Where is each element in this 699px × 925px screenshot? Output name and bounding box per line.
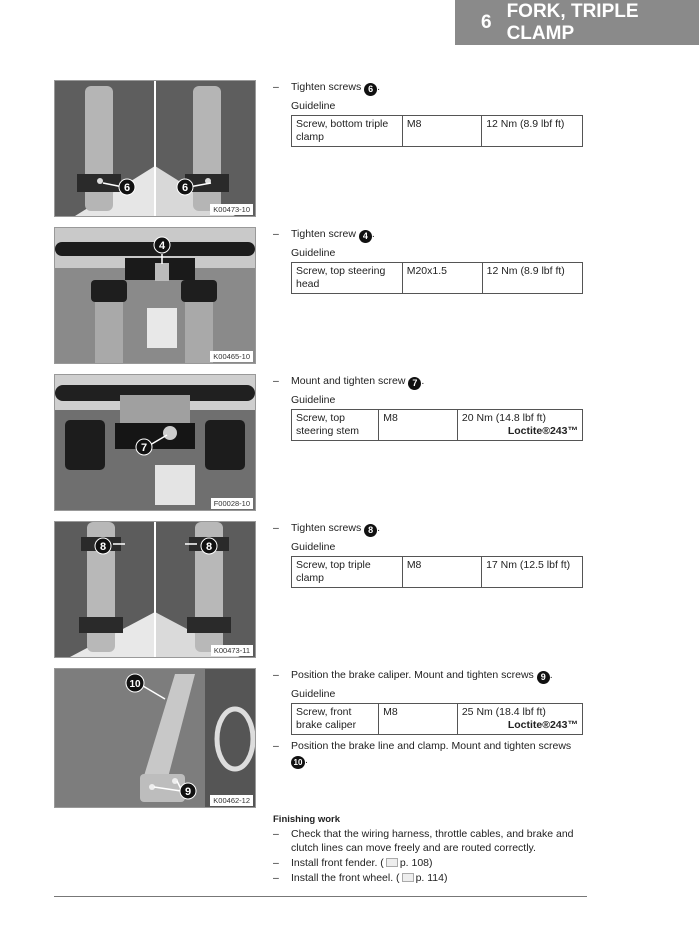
spec-torque: 12 Nm (8.9 lbf ft) (482, 116, 583, 147)
spec-torque-cell (457, 704, 582, 735)
step-bottom-triple-clamp (273, 80, 583, 147)
photo-code: K00473-11 (211, 645, 253, 656)
spec-torque: 25 Nm (18.4 lbf ft) (461, 706, 546, 718)
photo-bottom-triple-clamp (54, 80, 256, 217)
guideline-label: Guideline (291, 247, 336, 259)
photo-front-brake-caliper (54, 668, 256, 808)
dash: – (273, 81, 279, 93)
dash: – (273, 740, 279, 752)
step-instruction: – Tighten screws 8 . (273, 522, 381, 535)
spec-table (291, 262, 583, 294)
spec-size: M20x1.5 (402, 263, 482, 294)
spec-table (291, 409, 583, 441)
dash: – (273, 522, 279, 534)
photo-code: F00028-10 (211, 498, 253, 509)
callout-9: 9 (184, 786, 192, 798)
guideline-label: Guideline (291, 688, 336, 700)
photo-code: K00462-12 (210, 795, 253, 806)
list-item (273, 871, 593, 885)
spec-threadlocker: Loctite®243™ (507, 425, 578, 437)
step-top-steering-stem (273, 374, 583, 441)
photo-top-steering-stem (54, 374, 256, 511)
dash: – (273, 857, 279, 869)
chapter-number: 6 (481, 11, 492, 33)
dash: – (273, 669, 279, 681)
spec-torque: 17 Nm (12.5 lbf ft) (482, 557, 583, 588)
step-instruction: – Tighten screws 6 . (273, 81, 381, 94)
instruction-text: Tighten screw (291, 228, 356, 240)
callout-badge: 10 (291, 756, 305, 769)
spec-item: Screw, top triple clamp (292, 557, 403, 588)
callout-7: 7 (140, 442, 148, 454)
instruction-text: Mount and tighten screw (291, 375, 406, 387)
photo-top-triple-clamp (54, 521, 256, 658)
callout-4: 4 (158, 240, 166, 252)
chapter-title: FORK, TRIPLE CLAMP (506, 0, 639, 44)
spec-size: M8 (379, 410, 458, 441)
list-item-text: Install the front wheel. ( (291, 872, 400, 884)
callout-badge: 6 (364, 83, 377, 96)
callout-badge: 8 (364, 524, 377, 537)
callout-badge: 9 (537, 671, 550, 684)
guideline-label: Guideline (291, 100, 336, 112)
step-instruction: – Position the brake caliper. Mount and tighten screws 9 . (273, 669, 553, 682)
dash: – (273, 375, 279, 387)
callout-6-right: 6 (181, 182, 189, 194)
chapter-header (455, 0, 699, 45)
guideline-label: Guideline (291, 541, 336, 553)
step-instruction: – Tighten screw 4 . (273, 228, 375, 241)
callout-badge: 4 (359, 230, 372, 243)
spec-torque: 12 Nm (8.9 lbf ft) (482, 263, 582, 294)
spec-table (291, 115, 583, 147)
spec-table (291, 703, 583, 735)
step-top-steering-head (273, 227, 583, 294)
callout-10: 10 (129, 679, 141, 690)
page-reference-link[interactable]: p. 114) (415, 872, 448, 884)
list-item (273, 827, 593, 855)
spec-size: M8 (402, 557, 481, 588)
page-reference-link[interactable]: p. 108) (399, 857, 433, 869)
dash: – (273, 228, 279, 240)
callout-badge: 7 (408, 377, 421, 390)
spec-torque-cell (457, 410, 582, 441)
photo-code: K00473-10 (210, 204, 253, 215)
spec-size: M8 (379, 704, 458, 735)
book-icon (386, 858, 398, 867)
callout-6-left: 6 (123, 182, 131, 194)
instruction-text: Tighten screws (291, 81, 362, 93)
instruction-text: Position the brake caliper. Mount and tighten screws (291, 669, 534, 681)
instruction-text: Tighten screws (291, 522, 362, 534)
spec-item: Screw, top steering head (292, 263, 403, 294)
photo-top-steering-head (54, 227, 256, 364)
table-row (292, 116, 583, 147)
step-instruction: – Mount and tighten screw 7 . (273, 375, 425, 388)
spec-size: M8 (402, 116, 481, 147)
table-row (292, 263, 583, 294)
step-top-triple-clamp (273, 521, 583, 588)
guideline-label: Guideline (291, 394, 336, 406)
callout-8-left: 8 (99, 541, 107, 553)
spec-item: Screw, bottom triple clamp (292, 116, 403, 147)
list-item (273, 856, 593, 870)
table-row (292, 557, 583, 588)
spec-item: Screw, front brake caliper (292, 704, 379, 735)
finishing-work-heading: Finishing work (273, 814, 341, 825)
photo-code: K00465-10 (210, 351, 253, 362)
footer-rule (54, 896, 587, 897)
callout-8-right: 8 (205, 541, 213, 553)
spec-item: Screw, top steering stem (292, 410, 379, 441)
table-row (292, 704, 583, 735)
list-item-text: Install front fender. ( (291, 857, 384, 869)
list-item-text: Check that the wiring harness, throttle cables, and brake and clutch lines can move freely and are routed correctly. (291, 828, 574, 854)
spec-threadlocker: Loctite®243™ (507, 719, 578, 731)
table-row (292, 410, 583, 441)
spec-torque: 20 Nm (14.8 lbf ft) (461, 412, 546, 424)
dash: – (273, 872, 279, 884)
step-front-brake-caliper (273, 668, 583, 769)
dash: – (273, 828, 279, 840)
finishing-work-list (273, 827, 593, 886)
spec-table (291, 556, 583, 588)
book-icon (402, 873, 414, 882)
step-followup: – Position the brake line and clamp. Mount and tighten screws 10 . (273, 740, 572, 767)
followup-text: Position the brake line and clamp. Mount and tighten screws (291, 740, 572, 752)
